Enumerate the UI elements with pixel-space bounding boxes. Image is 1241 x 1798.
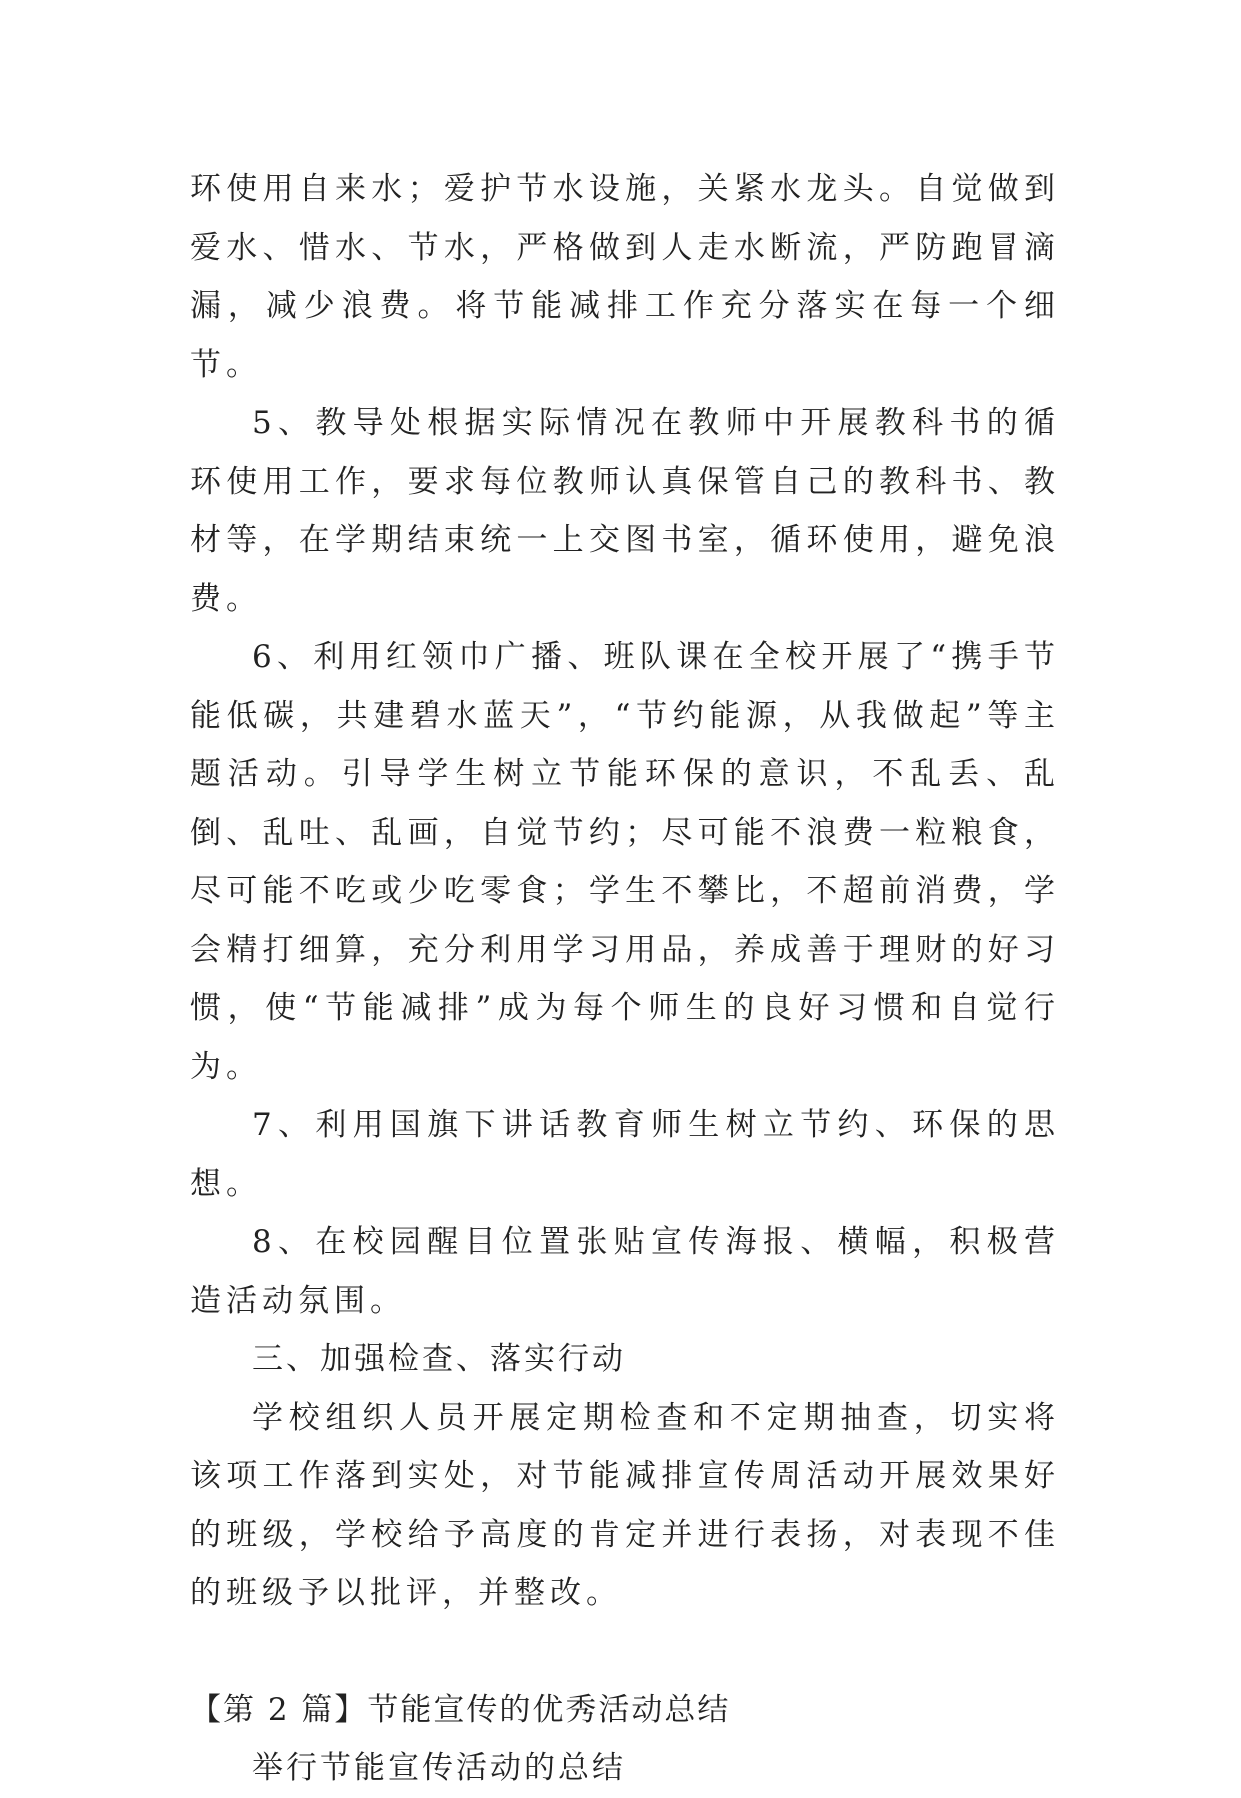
paragraph-item-8: 8、在校园醒目位置张贴宣传海报、横幅，积极营造活动氛围。 — [190, 1224, 1060, 1319]
paragraph-item-6: 6、利用红领巾广播、班队课在全校开展了“携手节能低碳，共建碧水蓝天”，“节约能源，从我做起”等主题活动。引导学生树立节能环保的意识，不乱丢、乱倒、乱吐、乱画，自觉节约；尽可能不浪费一粒粮食，尽可能不吃或少吃零食；学生不攀比，不超前消费，学会精打细算，充分利用学习用品，养成善于理财的好习惯，使“节能减排”成为每个师生的良好习惯和自觉行为。 — [190, 639, 1060, 1085]
section-paragraph: 学校组织人员开展定期检查和不定期抽查，切实将该项工作落到实处，对节能减排宣传周活动开展效果好的班级，学校给予高度的肯定并进行表扬，对表现不佳的班级予以批评，并整改。 — [190, 1399, 1060, 1611]
document-body — [190, 160, 1060, 1798]
article-heading: 【第 2 篇】节能宣传的优秀活动总结 — [190, 1691, 731, 1728]
article-subtitle: 举行节能宣传活动的总结 — [252, 1750, 626, 1786]
section-heading: 三、加强检查、落实行动 — [252, 1341, 626, 1377]
paragraph-water-saving: 环使用自来水；爱护节水设施，关紧水龙头。自觉做到爱水、惜水、节水，严格做到人走水断流，严防跑冒滴漏，减少浪费。将节能减排工作充分落实在每一个细节。 — [190, 171, 1060, 383]
paragraph-item-5: 5、教导处根据实际情况在教师中开展教科书的循环使用工作，要求每位教师认真保管自己的教科书、教材等，在学期结束统一上交图书室，循环使用，避免浪费。 — [190, 405, 1060, 617]
paragraph-item-7: 7、利用国旗下讲话教育师生树立节约、环保的思想。 — [190, 1107, 1060, 1202]
